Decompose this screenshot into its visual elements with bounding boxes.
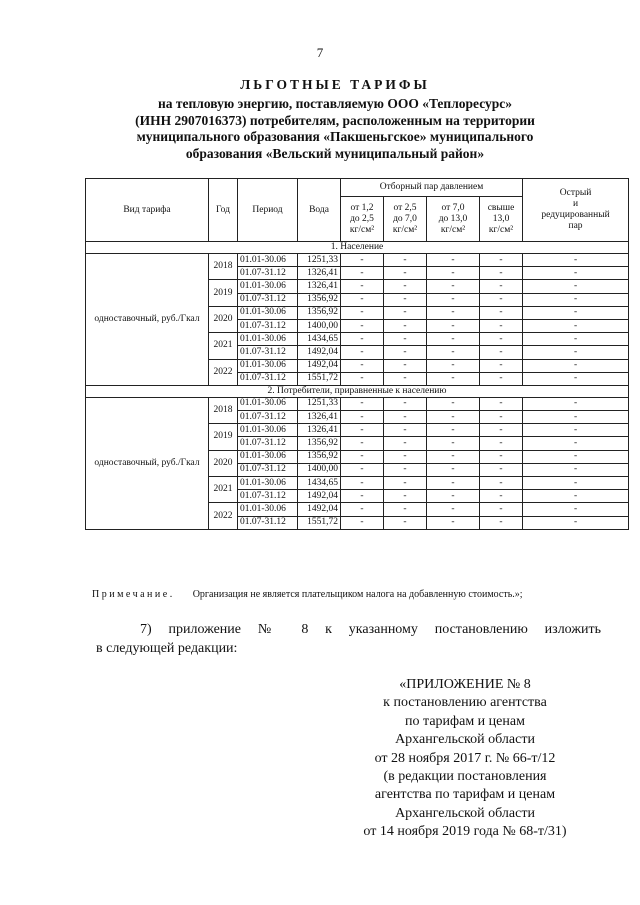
appendix-line: к постановлению агентства [383, 695, 547, 711]
empty-value-cell: - [480, 319, 523, 332]
empty-value-cell: - [480, 346, 523, 359]
empty-value-cell: - [523, 437, 629, 450]
empty-value-cell: - [523, 254, 629, 267]
period-cell: 01.01-30.06 [238, 424, 298, 437]
empty-value-cell: - [523, 516, 629, 529]
paragraph-line: 7) приложение № 8 к указанному постановлению изложить [140, 622, 601, 637]
water-tariff-cell: 1492,04 [298, 346, 341, 359]
empty-value-cell: - [480, 267, 523, 280]
empty-value-cell: - [480, 306, 523, 319]
header-steam-line: от 1,2 [350, 202, 374, 213]
empty-value-cell: - [341, 333, 384, 346]
empty-value-cell: - [480, 359, 523, 372]
empty-value-cell: - [384, 319, 427, 332]
water-tariff-cell: 1326,41 [298, 424, 341, 437]
header-steam-line: свыше [487, 202, 515, 213]
header-steam-line: кг/см² [392, 224, 418, 235]
section-row [86, 242, 629, 254]
water-tariff-cell: 1492,04 [298, 503, 341, 516]
empty-value-cell: - [341, 490, 384, 503]
empty-value-cell: - [523, 490, 629, 503]
period-cell: 01.07-31.12 [238, 267, 298, 280]
empty-value-cell: - [384, 254, 427, 267]
year-cell: 2022 [209, 503, 238, 529]
period-cell: 01.07-31.12 [238, 372, 298, 385]
empty-value-cell: - [523, 424, 629, 437]
period-cell: 01.07-31.12 [238, 437, 298, 450]
empty-value-cell: - [480, 463, 523, 476]
empty-value-cell: - [427, 254, 480, 267]
header-steam-line: от 2,5 [393, 202, 417, 213]
empty-value-cell: - [523, 319, 629, 332]
water-tariff-cell: 1434,65 [298, 333, 341, 346]
empty-value-cell: - [427, 319, 480, 332]
water-tariff-cell: 1326,41 [298, 280, 341, 293]
empty-value-cell: - [480, 280, 523, 293]
water-tariff-cell: 1492,04 [298, 359, 341, 372]
empty-value-cell: - [384, 359, 427, 372]
empty-value-cell: - [427, 372, 480, 385]
tariff-kind-cell: одноставочный, руб./Гкал [86, 397, 209, 529]
water-tariff-cell: 1551,72 [298, 372, 341, 385]
empty-value-cell: - [384, 503, 427, 516]
empty-value-cell: - [341, 267, 384, 280]
empty-value-cell: - [427, 397, 480, 410]
empty-value-cell: - [341, 293, 384, 306]
period-cell: 01.01-30.06 [238, 280, 298, 293]
note-label: Примечание. [92, 589, 175, 600]
empty-value-cell: - [341, 437, 384, 450]
year-cell: 2019 [209, 280, 238, 306]
appendix-line: «ПРИЛОЖЕНИЕ № 8 [399, 677, 531, 692]
empty-value-cell: - [384, 450, 427, 463]
empty-value-cell: - [427, 346, 480, 359]
header-period: Период [238, 179, 298, 242]
amendment-paragraph [96, 620, 601, 658]
appendix-line: от 14 ноября 2019 года № 68-т/31) [363, 824, 567, 840]
appendix-line: Архангельской области [395, 732, 535, 748]
section-title: 2. Потребители, приравненные к населению [86, 385, 629, 397]
header-kind: Вид тарифа [86, 179, 209, 242]
empty-value-cell: - [341, 319, 384, 332]
empty-value-cell: - [523, 477, 629, 490]
empty-value-cell: - [427, 463, 480, 476]
header-steam-line: от 7,0 [441, 202, 465, 213]
header-sharp-line: редуцированный [541, 210, 610, 220]
empty-value-cell: - [523, 503, 629, 516]
paragraph-line: в следующей редакции: [96, 641, 238, 656]
period-cell: 01.07-31.12 [238, 516, 298, 529]
appendix-line: агентства по тарифам и ценам [374, 787, 556, 803]
empty-value-cell: - [427, 450, 480, 463]
empty-value-cell: - [480, 503, 523, 516]
empty-value-cell: - [341, 306, 384, 319]
header-steam-col [480, 197, 523, 242]
header-water: Вода [298, 179, 341, 242]
empty-value-cell: - [480, 293, 523, 306]
empty-value-cell: - [341, 397, 384, 410]
period-cell: 01.07-31.12 [238, 346, 298, 359]
empty-value-cell: - [427, 477, 480, 490]
empty-value-cell: - [427, 424, 480, 437]
empty-value-cell: - [341, 516, 384, 529]
period-cell: 01.01-30.06 [238, 450, 298, 463]
subtitle-line: (ИНН 2907016373) потребителям, расположенным на территории [135, 112, 535, 128]
header-steam-group: Отборный пар давлением [341, 179, 523, 197]
header-sharp-steam [523, 179, 629, 242]
empty-value-cell: - [341, 503, 384, 516]
appendix-line: Архангельской области [395, 805, 535, 821]
subtitle-line: образования «Вельский муниципальный район» [185, 145, 485, 161]
empty-value-cell: - [384, 306, 427, 319]
empty-value-cell: - [427, 437, 480, 450]
empty-value-cell: - [523, 293, 629, 306]
empty-value-cell: - [384, 333, 427, 346]
water-tariff-cell: 1434,65 [298, 477, 341, 490]
empty-value-cell: - [523, 267, 629, 280]
empty-value-cell: - [384, 293, 427, 306]
header-steam-line: до 7,0 [393, 213, 417, 224]
water-tariff-cell: 1492,04 [298, 490, 341, 503]
year-cell: 2019 [209, 424, 238, 450]
empty-value-cell: - [427, 516, 480, 529]
appendix-line: (в редакции постановления [383, 769, 547, 785]
period-cell: 01.01-30.06 [238, 503, 298, 516]
empty-value-cell: - [523, 372, 629, 385]
empty-value-cell: - [427, 490, 480, 503]
empty-value-cell: - [480, 424, 523, 437]
header-sharp-line: и [572, 199, 579, 209]
empty-value-cell: - [384, 463, 427, 476]
empty-value-cell: - [523, 333, 629, 346]
empty-value-cell: - [480, 254, 523, 267]
period-cell: 01.07-31.12 [238, 319, 298, 332]
empty-value-cell: - [427, 359, 480, 372]
year-cell: 2020 [209, 306, 238, 332]
section-row [86, 385, 629, 397]
year-cell: 2021 [209, 333, 238, 359]
header-steam-col [341, 197, 384, 242]
empty-value-cell: - [341, 346, 384, 359]
period-cell: 01.07-31.12 [238, 463, 298, 476]
empty-value-cell: - [384, 280, 427, 293]
empty-value-cell: - [480, 490, 523, 503]
year-cell: 2021 [209, 477, 238, 503]
empty-value-cell: - [384, 346, 427, 359]
empty-value-cell: - [427, 333, 480, 346]
empty-value-cell: - [523, 411, 629, 424]
water-tariff-cell: 1356,92 [298, 450, 341, 463]
period-cell: 01.07-31.12 [238, 293, 298, 306]
period-cell: 01.01-30.06 [238, 397, 298, 410]
empty-value-cell: - [341, 411, 384, 424]
empty-value-cell: - [480, 333, 523, 346]
appendix-line: по тарифам и ценам [405, 713, 525, 729]
water-tariff-cell: 1356,92 [298, 306, 341, 319]
header-steam-line: 13,0 [492, 213, 510, 224]
empty-value-cell: - [480, 411, 523, 424]
water-tariff-cell: 1356,92 [298, 293, 341, 306]
empty-value-cell: - [341, 463, 384, 476]
appendix-header [330, 676, 600, 842]
water-tariff-cell: 1326,41 [298, 267, 341, 280]
empty-value-cell: - [480, 450, 523, 463]
tariff-table-header [86, 179, 629, 242]
period-cell: 01.01-30.06 [238, 306, 298, 319]
period-cell: 01.01-30.06 [238, 477, 298, 490]
empty-value-cell: - [341, 372, 384, 385]
note [92, 589, 632, 600]
empty-value-cell: - [427, 280, 480, 293]
water-tariff-cell: 1251,33 [298, 254, 341, 267]
tariff-table [85, 178, 629, 530]
water-tariff-cell: 1251,33 [298, 397, 341, 410]
empty-value-cell: - [384, 411, 427, 424]
tariff-table-body [86, 242, 629, 530]
empty-value-cell: - [384, 437, 427, 450]
appendix-line: от 28 ноября 2017 г. № 66-т/12 [374, 750, 556, 766]
water-tariff-cell: 1551,72 [298, 516, 341, 529]
empty-value-cell: - [480, 516, 523, 529]
empty-value-cell: - [384, 477, 427, 490]
water-tariff-cell: 1326,41 [298, 411, 341, 424]
empty-value-cell: - [384, 516, 427, 529]
header-sharp-line: Острый [559, 188, 592, 198]
table-row [86, 397, 629, 410]
document-title: ЛЬГОТНЫЕ ТАРИФЫ [240, 77, 430, 92]
empty-value-cell: - [384, 372, 427, 385]
tariff-kind-cell: одноставочный, руб./Гкал [86, 254, 209, 386]
empty-value-cell: - [523, 463, 629, 476]
empty-value-cell: - [480, 372, 523, 385]
empty-value-cell: - [427, 293, 480, 306]
empty-value-cell: - [480, 397, 523, 410]
period-cell: 01.01-30.06 [238, 359, 298, 372]
period-cell: 01.01-30.06 [238, 333, 298, 346]
empty-value-cell: - [480, 477, 523, 490]
water-tariff-cell: 1356,92 [298, 437, 341, 450]
empty-value-cell: - [523, 397, 629, 410]
water-tariff-cell: 1400,00 [298, 319, 341, 332]
empty-value-cell: - [341, 424, 384, 437]
period-cell: 01.07-31.12 [238, 411, 298, 424]
subtitle-line: муниципального образования «Пакшеньгское» муниципального [136, 129, 534, 144]
document-subtitle [60, 96, 610, 162]
empty-value-cell: - [384, 267, 427, 280]
header-sharp-line: пар [568, 221, 583, 231]
header-steam-line: кг/см² [440, 224, 466, 235]
header-steam-line: кг/см² [488, 224, 514, 235]
empty-value-cell: - [523, 450, 629, 463]
empty-value-cell: - [523, 280, 629, 293]
year-cell: 2020 [209, 450, 238, 476]
empty-value-cell: - [480, 437, 523, 450]
empty-value-cell: - [341, 477, 384, 490]
empty-value-cell: - [341, 254, 384, 267]
year-cell: 2022 [209, 359, 238, 385]
empty-value-cell: - [341, 359, 384, 372]
empty-value-cell: - [523, 359, 629, 372]
empty-value-cell: - [384, 397, 427, 410]
note-text: Организация не является плательщиком налога на добавленную стоимость.»; [192, 589, 523, 600]
period-cell: 01.01-30.06 [238, 254, 298, 267]
empty-value-cell: - [523, 346, 629, 359]
empty-value-cell: - [384, 424, 427, 437]
empty-value-cell: - [427, 267, 480, 280]
table-row [86, 254, 629, 267]
header-steam-line: до 13,0 [438, 213, 468, 224]
header-year: Год [209, 179, 238, 242]
subtitle-line: на тепловую энергию, поставляемую ООО «Теплоресурс» [157, 96, 513, 111]
empty-value-cell: - [427, 306, 480, 319]
empty-value-cell: - [523, 306, 629, 319]
period-cell: 01.07-31.12 [238, 490, 298, 503]
empty-value-cell: - [341, 280, 384, 293]
water-tariff-cell: 1400,00 [298, 463, 341, 476]
page-number: 7 [316, 45, 324, 60]
header-steam-col [427, 197, 480, 242]
empty-value-cell: - [341, 450, 384, 463]
year-cell: 2018 [209, 254, 238, 280]
header-steam-col [384, 197, 427, 242]
empty-value-cell: - [427, 411, 480, 424]
header-steam-line: до 2,5 [350, 213, 374, 224]
empty-value-cell: - [384, 490, 427, 503]
empty-value-cell: - [427, 503, 480, 516]
section-title: 1. Население [86, 242, 629, 254]
header-steam-line: кг/см² [349, 224, 375, 235]
year-cell: 2018 [209, 397, 238, 423]
